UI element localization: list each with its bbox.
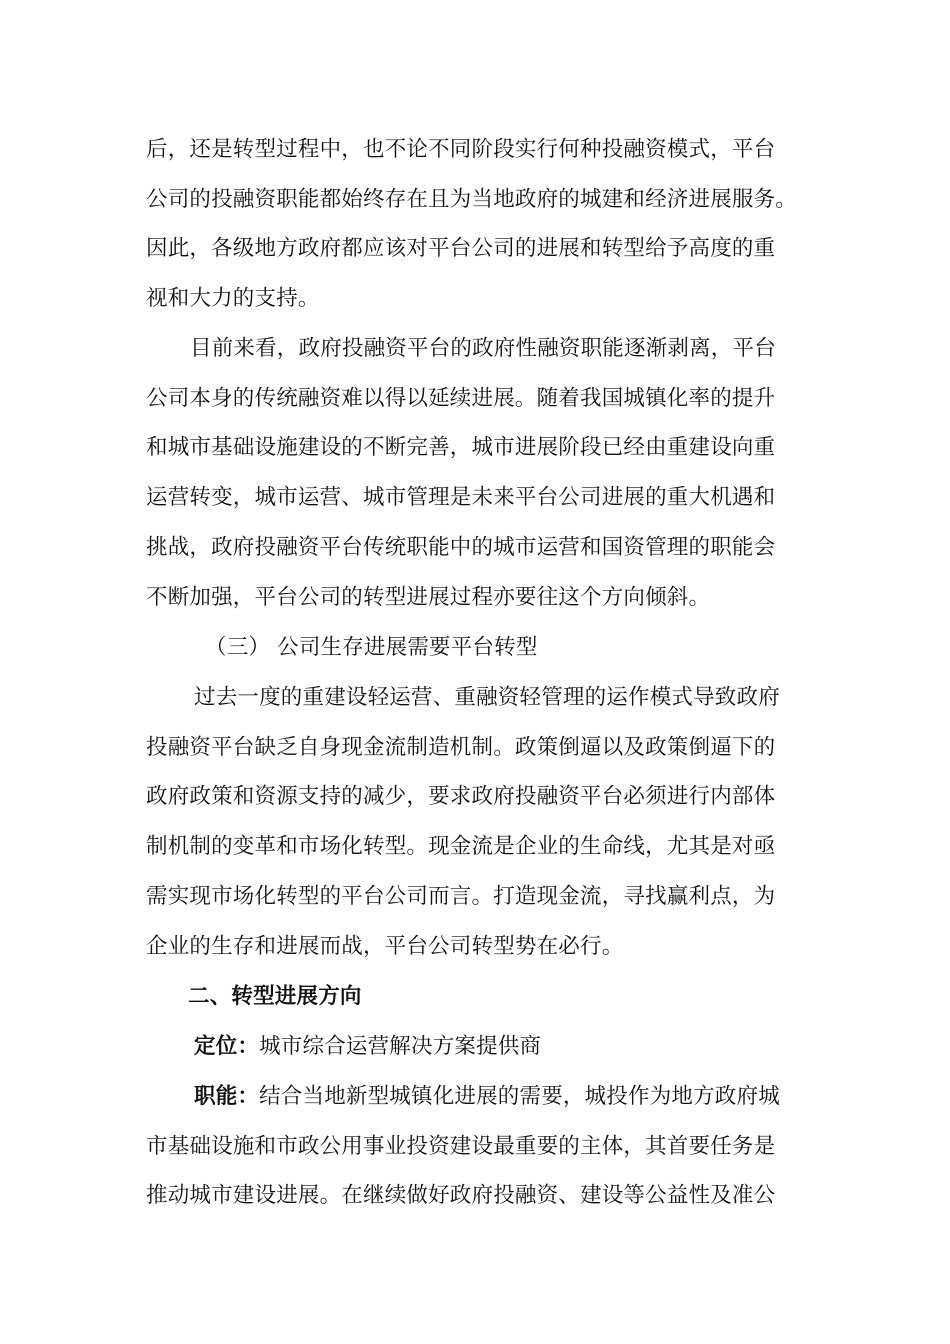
function-label: 职能： <box>194 1084 260 1109</box>
paragraph-line: 挑战，政府投融资平台传统职能中的城市运营和国资管理的职能会 <box>146 535 776 560</box>
positioning-text: 城市综合运营解决方案提供商 <box>259 1034 542 1059</box>
paragraph-line: 企业的生存和进展而战，平台公司转型势在必行。 <box>146 934 624 959</box>
paragraph-line: 市基础设施和市政公用事业投资建设最重要的主体，其首要任务是 <box>146 1134 776 1159</box>
paragraph-line: 推动城市建设进展。在继续做好政府投融资、建设等公益性及准公 <box>146 1183 776 1208</box>
positioning-label: 定位： <box>194 1034 260 1059</box>
section-heading: 二、转型进展方向 <box>188 984 362 1009</box>
paragraph-line: 视和大力的支持。 <box>146 286 320 311</box>
paragraph-line: 制机制的变革和市场化转型。现金流是企业的生命线，尤其是对亟 <box>146 834 776 859</box>
paragraph-line: 不断加强，平台公司的转型进展过程亦要往这个方向倾斜。 <box>146 585 711 610</box>
paragraph-line: 公司的投融资职能都始终存在且为当地政府的城建和经济进展服务。 <box>146 187 798 212</box>
function-line <box>194 1082 780 1112</box>
paragraph-line: 公司本身的传统融资难以得以延续进展。随着我国城镇化率的提升 <box>146 386 776 411</box>
paragraph-line: 政府政策和资源支持的减少，要求政府投融资平台必须进行内部体 <box>146 784 776 809</box>
paragraph-line: 因此，各级地方政府都应该对平台公司的进展和转型给予高度的重 <box>146 236 776 261</box>
positioning-line <box>194 1032 541 1062</box>
paragraph-line: 后，还是转型过程中，也不论不同阶段实行何种投融资模式，平台 <box>146 137 776 162</box>
paragraph-line: 运营转变，城市运营、城市管理是未来平台公司进展的重大机遇和 <box>146 485 776 510</box>
paragraph-line: 目前来看，政府投融资平台的政府性融资职能逐渐剥离，平台 <box>190 336 776 361</box>
function-text: 结合当地新型城镇化进展的需要，城投作为地方政府城 <box>259 1084 780 1109</box>
paragraph-line: 过去一度的重建设轻运营、重融资轻管理的运作模式导致政府 <box>194 685 780 710</box>
paragraph-line: 投融资平台缺乏自身现金流制造机制。政策倒逼以及政策倒逼下的 <box>146 735 776 760</box>
section-subheading: （三） 公司生存进展需要平台转型 <box>205 635 538 660</box>
paragraph-line: 和城市基础设施建设的不断完善，城市进展阶段已经由重建设向重 <box>146 435 776 460</box>
paragraph-line: 需实现市场化转型的平台公司而言。打造现金流，寻找赢利点，为 <box>146 884 776 909</box>
